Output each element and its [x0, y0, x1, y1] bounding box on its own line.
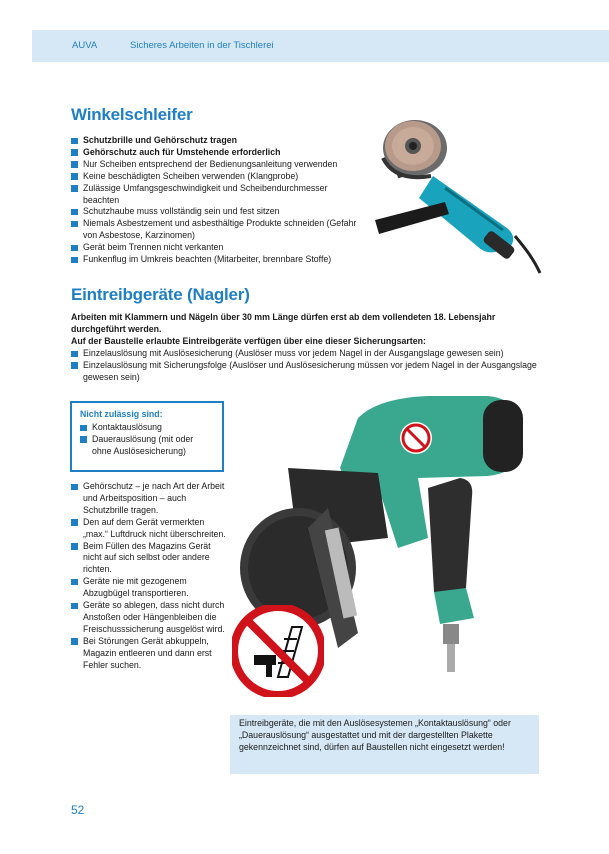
not-allowed-list [80, 422, 215, 458]
grinder-bullet-list [71, 135, 361, 266]
page-header [32, 30, 609, 62]
not-allowed-item: Kontaktauslösung [80, 422, 215, 434]
grinder-bullet-item: Keine beschädigten Scheiben verwenden (Klangprobe) [71, 171, 361, 183]
header-title: Sicheres Arbeiten in der Tischlerei [130, 40, 274, 51]
safety-bullet-item: Beim Füllen des Magazins Gerät nicht auf sich selbst oder andere richten. [71, 541, 231, 577]
grinder-bullet-item: Funkenflug im Umkreis beachten (Mitarbeiter, brennbare Stoffe) [71, 254, 361, 266]
safety-bullet-item: Bei Störungen Gerät abkuppeln, Magazin entleeren und dann erst Fehler suchen. [71, 636, 231, 672]
nailer-intro-age: Arbeiten mit Klammern und Nägeln über 30 mm Länge dürfen erst ab dem vollendeten 18. Lebensjahr durchgeführt werden. [71, 312, 496, 334]
header-org: AUVA [72, 40, 98, 51]
safety-bullet-item: Geräte nie mit gezogenem Abzugbügel transportieren. [71, 576, 231, 600]
not-allowed-title: Nicht zulässig sind: [80, 409, 163, 419]
angle-grinder-icon [375, 118, 545, 278]
prohibition-sign-icon [232, 605, 324, 697]
grinder-bullet-item: Schutzbrille und Gehörschutz tragen [71, 135, 361, 147]
nailer-type-item: Einzelauslösung mit Sicherungsfolge (Auslöser und Auslösesicherung müssen vor jedem Nagel in der Ausgangslage gewesen sein) [71, 360, 541, 384]
grinder-bullet-item: Niemals Asbestzement und asbesthältige Produkte schneiden (Gefahr von Asbestose, Karzinomen) [71, 218, 361, 242]
nailer-type-item: Einzelauslösung mit Auslösesicherung (Auslöser muss vor jedem Nagel in der Ausgangslage gewesen sein) [71, 348, 541, 360]
safety-bullet-list [71, 481, 231, 672]
safety-bullet-item: Den auf dem Gerät vermerkten „max.“ Luftdruck nicht überschreiten. [71, 517, 231, 541]
page-number: 52 [71, 803, 85, 817]
nailer-intro [71, 312, 536, 348]
grinder-title: Winkelschleifer [71, 105, 193, 124]
grinder-bullet-item: Gehörschutz auch für Umstehende erforderlich [71, 147, 361, 159]
nailer-intro-types: Auf der Baustelle erlaubte Eintreibgeräte verfügen über eine dieser Sicherungsarten: [71, 335, 426, 346]
safety-bullet-item: Gehörschutz – je nach Art der Arbeit und Arbeitsposition – auch Schutzbrille tragen. [71, 481, 231, 517]
grinder-bullet-item: Zulässige Umfangsgeschwindigkeit und Scheibendurchmesser beachten [71, 183, 361, 207]
safety-bullet-item: Geräte so ablegen, dass nicht durch Anstoßen oder Hängenbleiben die Freischusssicherung ausgelöst wird. [71, 600, 231, 636]
grinder-bullet-item: Gerät beim Trennen nicht verkanten [71, 242, 361, 254]
grinder-bullet-item: Schutzhaube muss vollständig sein und fest sitzen [71, 206, 361, 218]
nailer-note-text: Eintreibgeräte, die mit den Auslösesystemen „Kontaktauslösung“ oder „Dauerauslösung“ ausgestattet und mit der dargestellten Plakette gekennzeichnet sind, dürfen auf Baustellen nicht eingesetzt werden! [239, 718, 511, 752]
not-allowed-item: Dauerauslösung (mit oder ohne Auslösesicherung) [80, 434, 215, 458]
grinder-bullet-item: Nur Scheiben entsprechend der Bedienungsanleitung verwenden [71, 159, 361, 171]
nailer-note [230, 715, 539, 774]
nailer-title: Eintreibgeräte (Nagler) [71, 285, 250, 304]
not-allowed-box [70, 401, 224, 472]
